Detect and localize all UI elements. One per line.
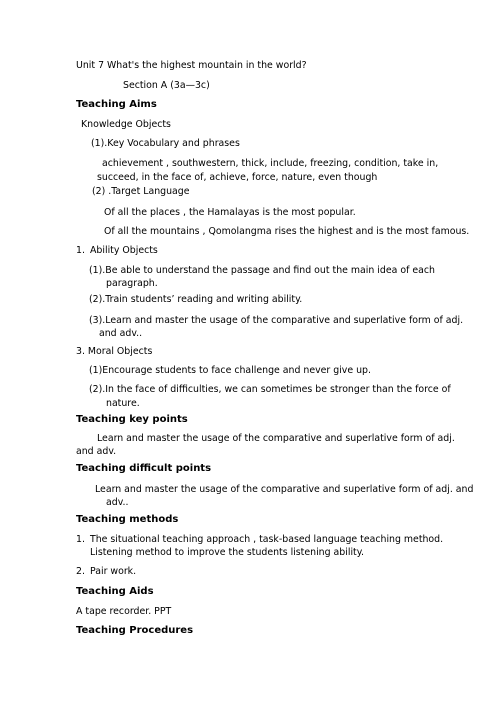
teaching-methods-heading: Teaching methods	[76, 514, 179, 525]
list-number: 1.	[76, 534, 85, 545]
list-number: 1.	[76, 245, 85, 256]
method-item	[76, 534, 443, 546]
moral-item: (2).In the face of difficulties, we can sometimes be stronger than the force of	[89, 384, 451, 395]
ability-item: (1).Be able to understand the passage and find out the main idea of each	[89, 265, 435, 276]
target-language-heading: (2) .Target Language	[92, 186, 190, 197]
teaching-aids-text: A tape recorder. PPT	[76, 606, 172, 617]
method-item	[76, 566, 136, 578]
target-language-sentence: Of all the mountains , Qomolangma rises the highest and is the most famous.	[104, 226, 470, 237]
key-points-text-continuation: and adv.	[76, 446, 117, 457]
difficult-points-text: Learn and master the usage of the comparative and superlative form of adj. and	[95, 484, 474, 495]
vocabulary-line: succeed, in the face of, achieve, force, nature, even though	[97, 172, 378, 183]
document-title: Unit 7 What's the highest mountain in the world?	[76, 60, 307, 71]
teaching-procedures-heading: Teaching Procedures	[76, 625, 194, 636]
ability-objects-heading	[76, 245, 158, 257]
target-language-sentence: Of all the places , the Hamalayas is the most popular.	[104, 207, 356, 218]
list-number: 2.	[76, 566, 85, 577]
ability-item-continuation: and adv..	[99, 328, 143, 339]
ability-item: (2).Train students’ reading and writing ability.	[89, 294, 303, 305]
moral-objects-heading: 3. Moral Objects	[76, 346, 153, 357]
moral-item-continuation: nature.	[106, 398, 140, 409]
vocabulary-heading: (1).Key Vocabulary and phrases	[91, 138, 240, 149]
teaching-aids-heading: Teaching Aids	[76, 586, 154, 597]
ability-item-continuation: paragraph.	[106, 278, 158, 289]
section-subtitle: Section A (3a—3c)	[123, 80, 210, 91]
ability-item: (3).Learn and master the usage of the comparative and superlative form of adj.	[89, 315, 464, 326]
method-item-text: Pair work.	[90, 566, 137, 577]
difficult-points-heading: Teaching difficult points	[76, 463, 212, 474]
teaching-aims-heading: Teaching Aims	[76, 99, 157, 110]
knowledge-objects-heading: Knowledge Objects	[81, 119, 171, 130]
difficult-points-text-continuation: adv..	[106, 497, 129, 508]
method-item-continuation: Listening method to improve the students listening ability.	[90, 547, 364, 558]
method-item-text: The situational teaching approach , task-based language teaching method.	[90, 534, 444, 545]
ability-objects-label: Ability Objects	[90, 245, 158, 256]
vocabulary-line: achievement , southwestern, thick, include, freezing, condition, take in,	[102, 158, 439, 169]
key-points-heading: Teaching key points	[76, 414, 188, 425]
moral-item: (1)Encourage students to face challenge and never give up.	[89, 365, 371, 376]
key-points-text: Learn and master the usage of the comparative and superlative form of adj.	[97, 433, 455, 444]
